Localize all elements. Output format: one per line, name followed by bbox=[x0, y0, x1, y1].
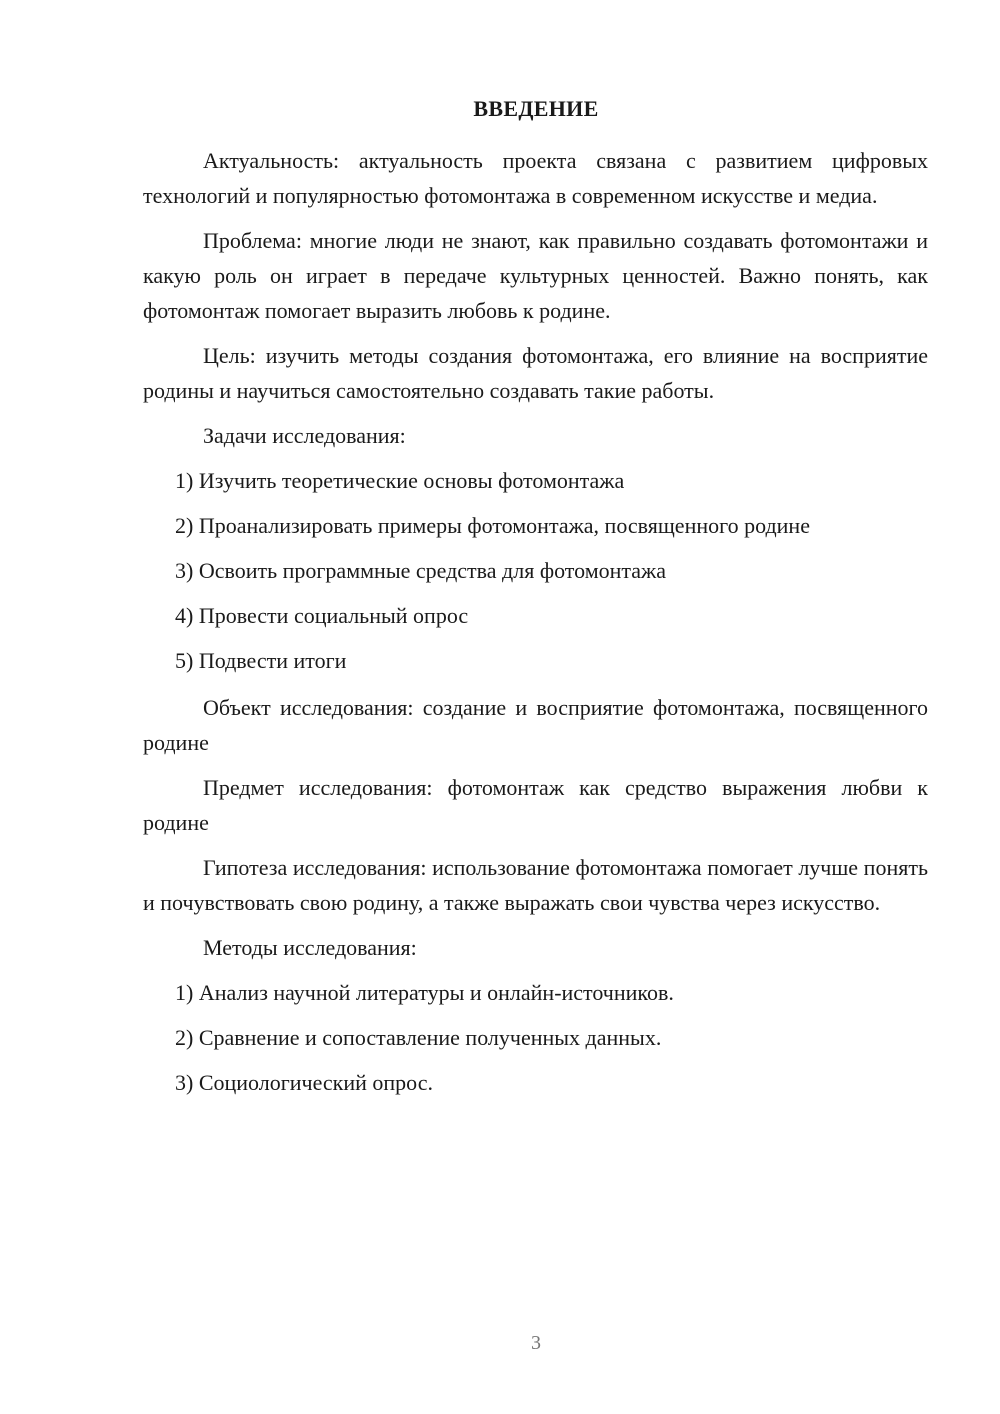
list-item: 3) Освоить программные средства для фотомонтажа bbox=[175, 558, 667, 583]
list-item: 1) Изучить теоретические основы фотомонтажа bbox=[175, 468, 625, 493]
paragraph-relevance: Актуальность: актуальность проекта связана с развитием цифровых технологий и популярностью фотомонтажа в современном искусстве и медиа. bbox=[143, 148, 928, 208]
page-number: 3 bbox=[531, 1332, 541, 1354]
list-item: 2) Сравнение и сопоставление полученных данных. bbox=[175, 1025, 662, 1050]
list-item: 3) Социологический опрос. bbox=[175, 1070, 433, 1095]
methods-heading: Методы исследования: bbox=[203, 935, 417, 960]
methods-list bbox=[143, 975, 928, 1100]
paragraph-subject: Предмет исследования: фотомонтаж как средство выражения любви к родине bbox=[143, 775, 928, 835]
list-item: 1) Анализ научной литературы и онлайн-источников. bbox=[175, 980, 674, 1005]
list-item: 5) Подвести итоги bbox=[175, 648, 347, 673]
tasks-list bbox=[143, 463, 928, 678]
paragraph-hypothesis: Гипотеза исследования: использование фотомонтажа помогает лучше понять и почувствовать свою родину, а также выражать свои чувства через искусство. bbox=[143, 855, 928, 915]
list-item: 2) Проанализировать примеры фотомонтажа, посвященного родине bbox=[175, 513, 810, 538]
paragraph-goal: Цель: изучить методы создания фотомонтажа, его влияние на восприятие родины и научиться самостоятельно создавать такие работы. bbox=[143, 343, 928, 403]
list-item: 4) Провести социальный опрос bbox=[175, 603, 469, 628]
paragraph-object: Объект исследования: создание и восприятие фотомонтажа, посвященного родине bbox=[143, 695, 928, 755]
tasks-heading: Задачи исследования: bbox=[203, 423, 406, 448]
document-body bbox=[143, 143, 928, 1110]
page-title: ВВЕДЕНИЕ bbox=[473, 96, 599, 121]
paragraph-problem: Проблема: многие люди не знают, как правильно создавать фотомонтажи и какую роль он играет в передаче культурных ценностей. Важно понять, как фотомонтаж помогает выразить любовь к родине. bbox=[143, 228, 928, 323]
